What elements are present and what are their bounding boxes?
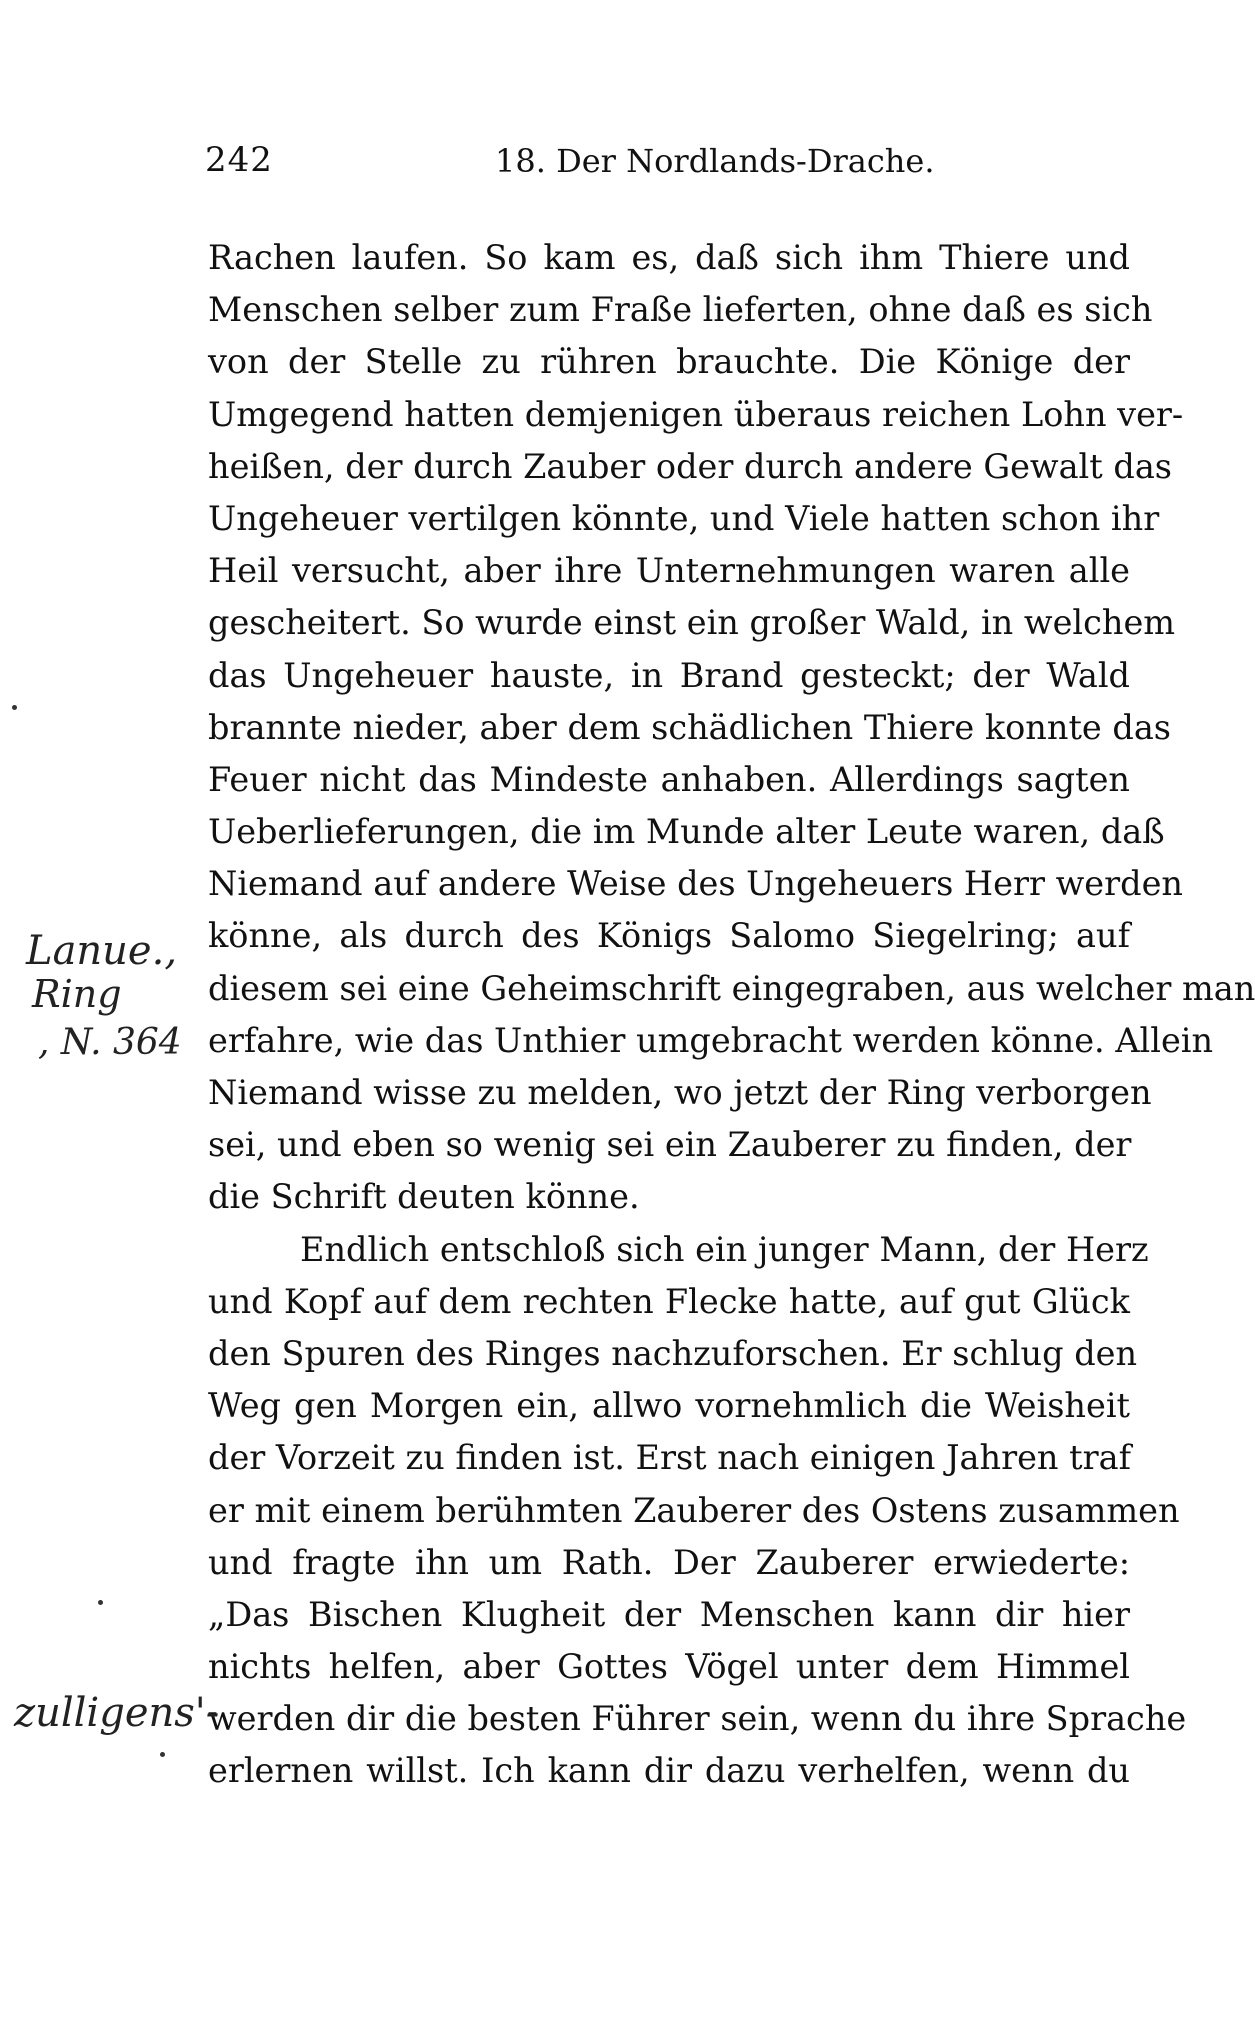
margin-note-handwritten: zulligens'- <box>14 1690 220 1736</box>
text-line: erlernen willst. Ich kann dir dazu verhelfen, wenn du <box>208 1751 1130 1791</box>
text-line: heißen, der durch Zauber oder durch andere Gewalt das <box>208 446 1172 486</box>
margin-dot <box>160 1752 165 1757</box>
text-line: Ungeheuer vertilgen könnte, und Viele hatten schon ihr <box>208 498 1160 538</box>
text-line: brannte nieder, aber dem schädlichen Thiere konnte das <box>208 707 1171 747</box>
margin-note-handwritten: Ring <box>32 972 122 1016</box>
text-line: Menschen selber zum Fraße lieferten, ohne daß es sich <box>208 290 1153 330</box>
text-line: Umgegend hatten demjenigen überaus reichen Lohn ver- <box>208 394 1184 434</box>
text-line: Niemand wisse zu melden, wo jetzt der Ring verborgen <box>208 1073 1152 1112</box>
text-line: „Das Bischen Klugheit der Menschen kann dir hier <box>208 1594 1130 1634</box>
margin-note-handwritten: , N. 364 <box>38 1022 182 1063</box>
margin-dot <box>98 1600 103 1605</box>
text-line: und Kopf auf dem rechten Flecke hatte, auf gut Glück <box>208 1281 1130 1321</box>
text-line: Rachen laufen. So kam es, daß sich ihm Thiere und <box>208 238 1130 277</box>
running-header <box>205 140 1145 190</box>
text-line: könne, als durch des Königs Salomo Siegelring; auf <box>208 916 1130 956</box>
body-text <box>208 232 1255 1798</box>
text-line: sei, und eben so wenig sei ein Zauberer zu finden, der <box>208 1125 1132 1165</box>
text-line: den Spuren des Ringes nachzuforschen. Er schlug den <box>208 1333 1138 1373</box>
text-line: Endlich entschloß sich ein junger Mann, der Herz <box>300 1229 1149 1269</box>
text-line: und fragte ihn um Rath. Der Zauberer erwiederte: <box>208 1542 1130 1582</box>
text-line: werden dir die besten Führer sein, wenn du ihre Sprache <box>208 1699 1187 1739</box>
text-line: nichts helfen, aber Gottes Vögel unter dem Himmel <box>208 1647 1130 1687</box>
text-line: von der Stelle zu rühren brauchte. Die Könige der <box>208 342 1130 382</box>
text-line: erfahre, wie das Unthier umgebracht werden könne. Allein <box>208 1020 1214 1060</box>
text-line: Weg gen Morgen ein, allwo vornehmlich die Weisheit <box>208 1386 1130 1426</box>
text-line: diesem sei eine Geheimschrift eingegraben, aus welcher man <box>208 968 1255 1008</box>
running-title: 18. Der Nordlands-Drache. <box>495 142 935 180</box>
text-line: die Schrift deuten könne. <box>208 1177 640 1217</box>
text-line: Heil versucht, aber ihre Unternehmungen waren alle <box>208 551 1130 591</box>
text-line: das Ungeheuer hauste, in Brand gesteckt; der Wald <box>208 655 1130 695</box>
margin-dot <box>12 705 17 710</box>
text-line: Ueberlieferungen, die im Munde alter Leute waren, daß <box>208 812 1165 852</box>
page-number: 242 <box>205 140 273 180</box>
margin-note-handwritten: Lanue., <box>26 928 178 974</box>
text-line: gescheitert. So wurde einst ein großer Wald, in welchem <box>208 603 1176 643</box>
text-line: Niemand auf andere Weise des Ungeheuers Herr werden <box>208 864 1183 904</box>
text-line: Feuer nicht das Mindeste anhaben. Allerdings sagten <box>208 759 1130 799</box>
text-line: er mit einem berühmten Zauberer des Ostens zusammen <box>208 1490 1180 1530</box>
text-line: der Vorzeit zu finden ist. Erst nach einigen Jahren traf <box>208 1438 1132 1478</box>
